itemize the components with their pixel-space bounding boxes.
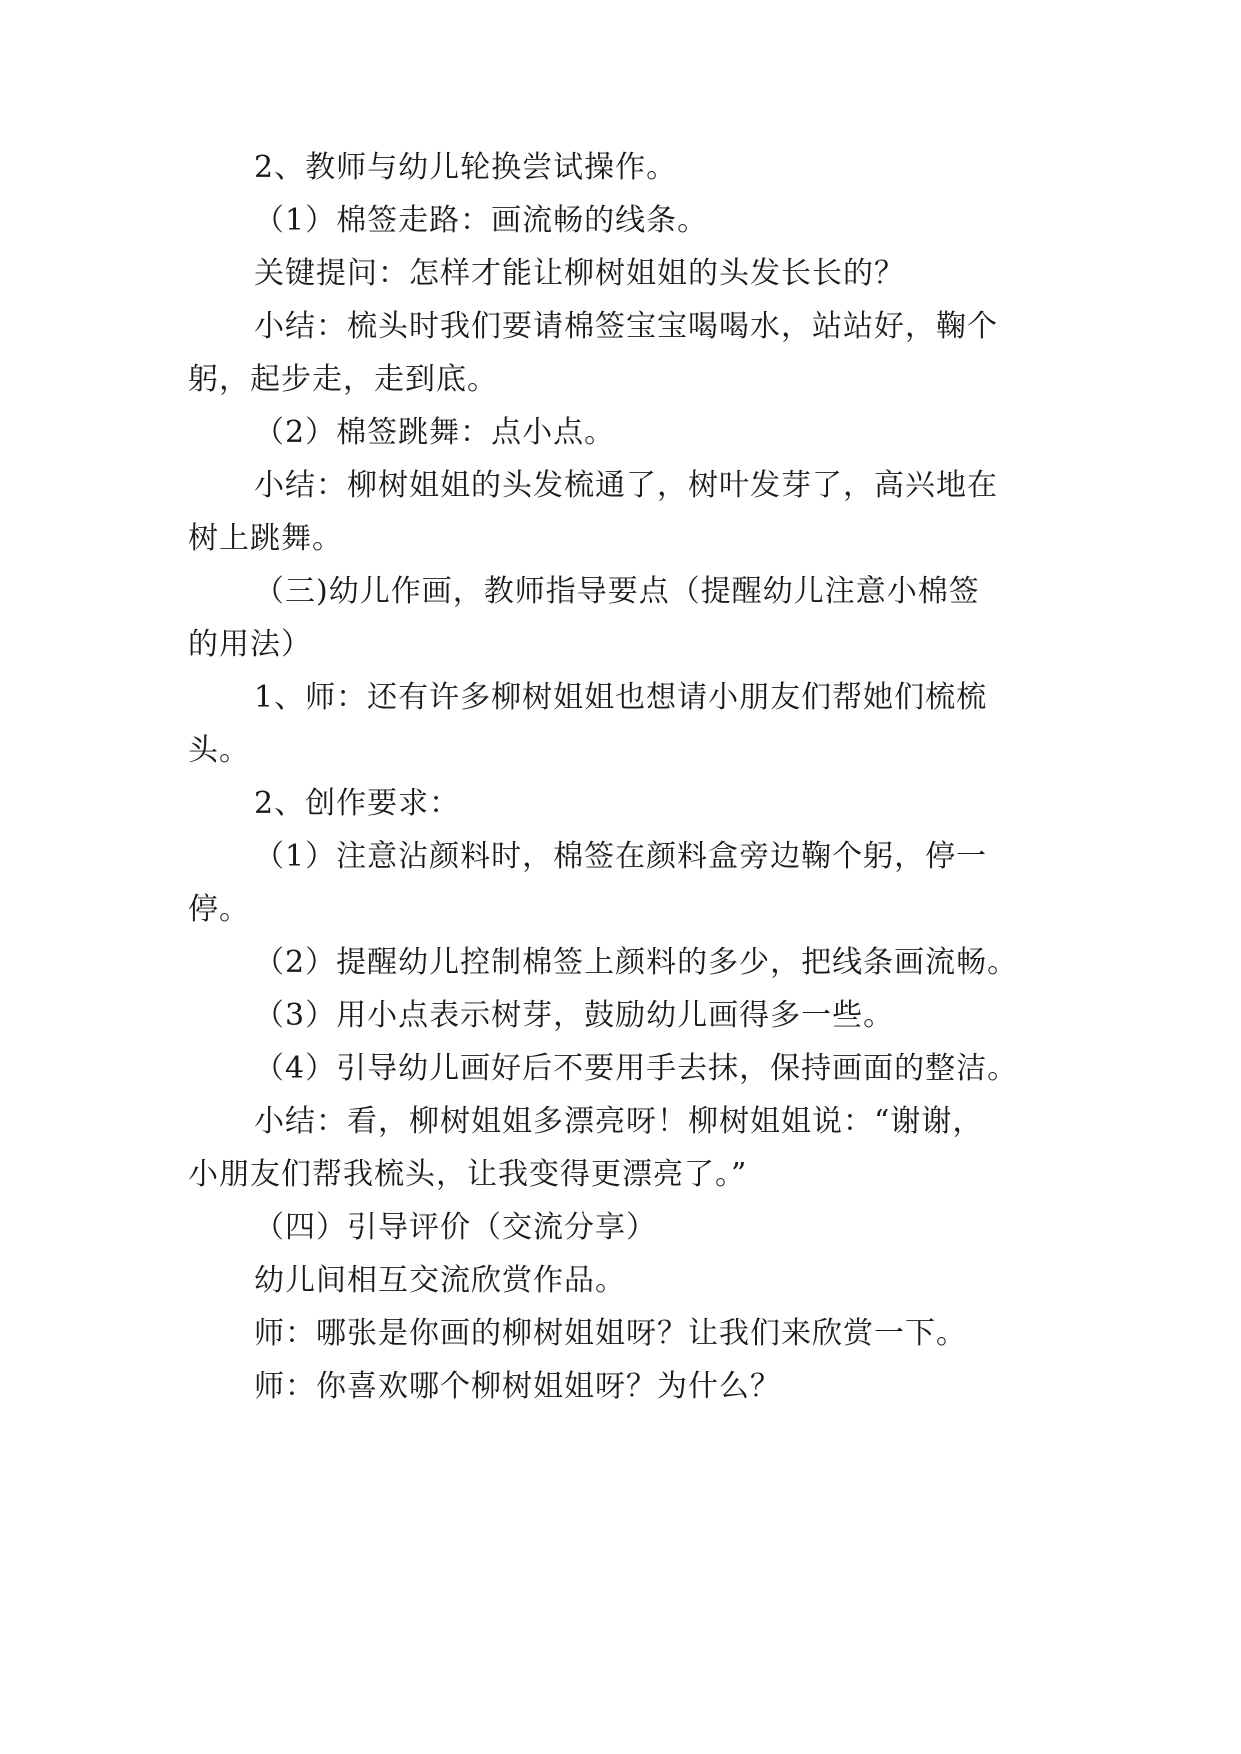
paragraph-line: 树上跳舞。 bbox=[188, 521, 343, 556]
paragraph-line: 头。 bbox=[188, 733, 250, 768]
paragraph-line: 停。 bbox=[188, 892, 250, 927]
paragraph-line: 2、创作要求： bbox=[254, 786, 461, 821]
paragraph-line: 小结：梳头时我们要请棉签宝宝喝喝水，站站好，鞠个 bbox=[254, 309, 998, 344]
paragraph-line: （4）引导幼儿画好后不要用手去抹，保持画面的整洁。 bbox=[254, 1051, 1019, 1086]
paragraph-line: （2）提醒幼儿控制棉签上颜料的多少，把线条画流畅。 bbox=[254, 945, 1019, 980]
paragraph-line: 小朋友们帮我梳头，让我变得更漂亮了。” bbox=[188, 1157, 748, 1192]
paragraph-line: （三)幼儿作画，教师指导要点（提醒幼儿注意小棉签 bbox=[254, 574, 980, 609]
paragraph-line: 的用法） bbox=[188, 627, 312, 662]
paragraph-line: 师：哪张是你画的柳树姐姐呀？让我们来欣赏一下。 bbox=[254, 1316, 967, 1351]
paragraph-line: 小结：看，柳树姐姐多漂亮呀！柳树姐姐说：“谢谢， bbox=[254, 1104, 984, 1139]
paragraph-line: （1）注意沾颜料时，棉签在颜料盒旁边鞠个躬，停一 bbox=[254, 839, 988, 874]
paragraph-line: （1）棉签走路：画流畅的线条。 bbox=[254, 203, 709, 238]
paragraph-line: 师：你喜欢哪个柳树姐姐呀？为什么？ bbox=[254, 1369, 781, 1404]
paragraph-line: 2、教师与幼儿轮换尝试操作。 bbox=[254, 150, 678, 185]
paragraph-line: 躬，起步走，走到底。 bbox=[188, 362, 498, 397]
paragraph-line: 幼儿间相互交流欣赏作品。 bbox=[254, 1263, 626, 1298]
paragraph-line: 1、师：还有许多柳树姐姐也想请小朋友们帮她们梳梳 bbox=[254, 680, 988, 715]
paragraph-line: 关键提问：怎样才能让柳树姐姐的头发长长的？ bbox=[254, 256, 905, 291]
paragraph-line: （3）用小点表示树芽，鼓励幼儿画得多一些。 bbox=[254, 998, 895, 1033]
paragraph-line: （四）引导评价（交流分享） bbox=[254, 1210, 657, 1245]
paragraph-line: 小结：柳树姐姐的头发梳通了，树叶发芽了，高兴地在 bbox=[254, 468, 998, 503]
paragraph-line: （2）棉签跳舞：点小点。 bbox=[254, 415, 616, 450]
